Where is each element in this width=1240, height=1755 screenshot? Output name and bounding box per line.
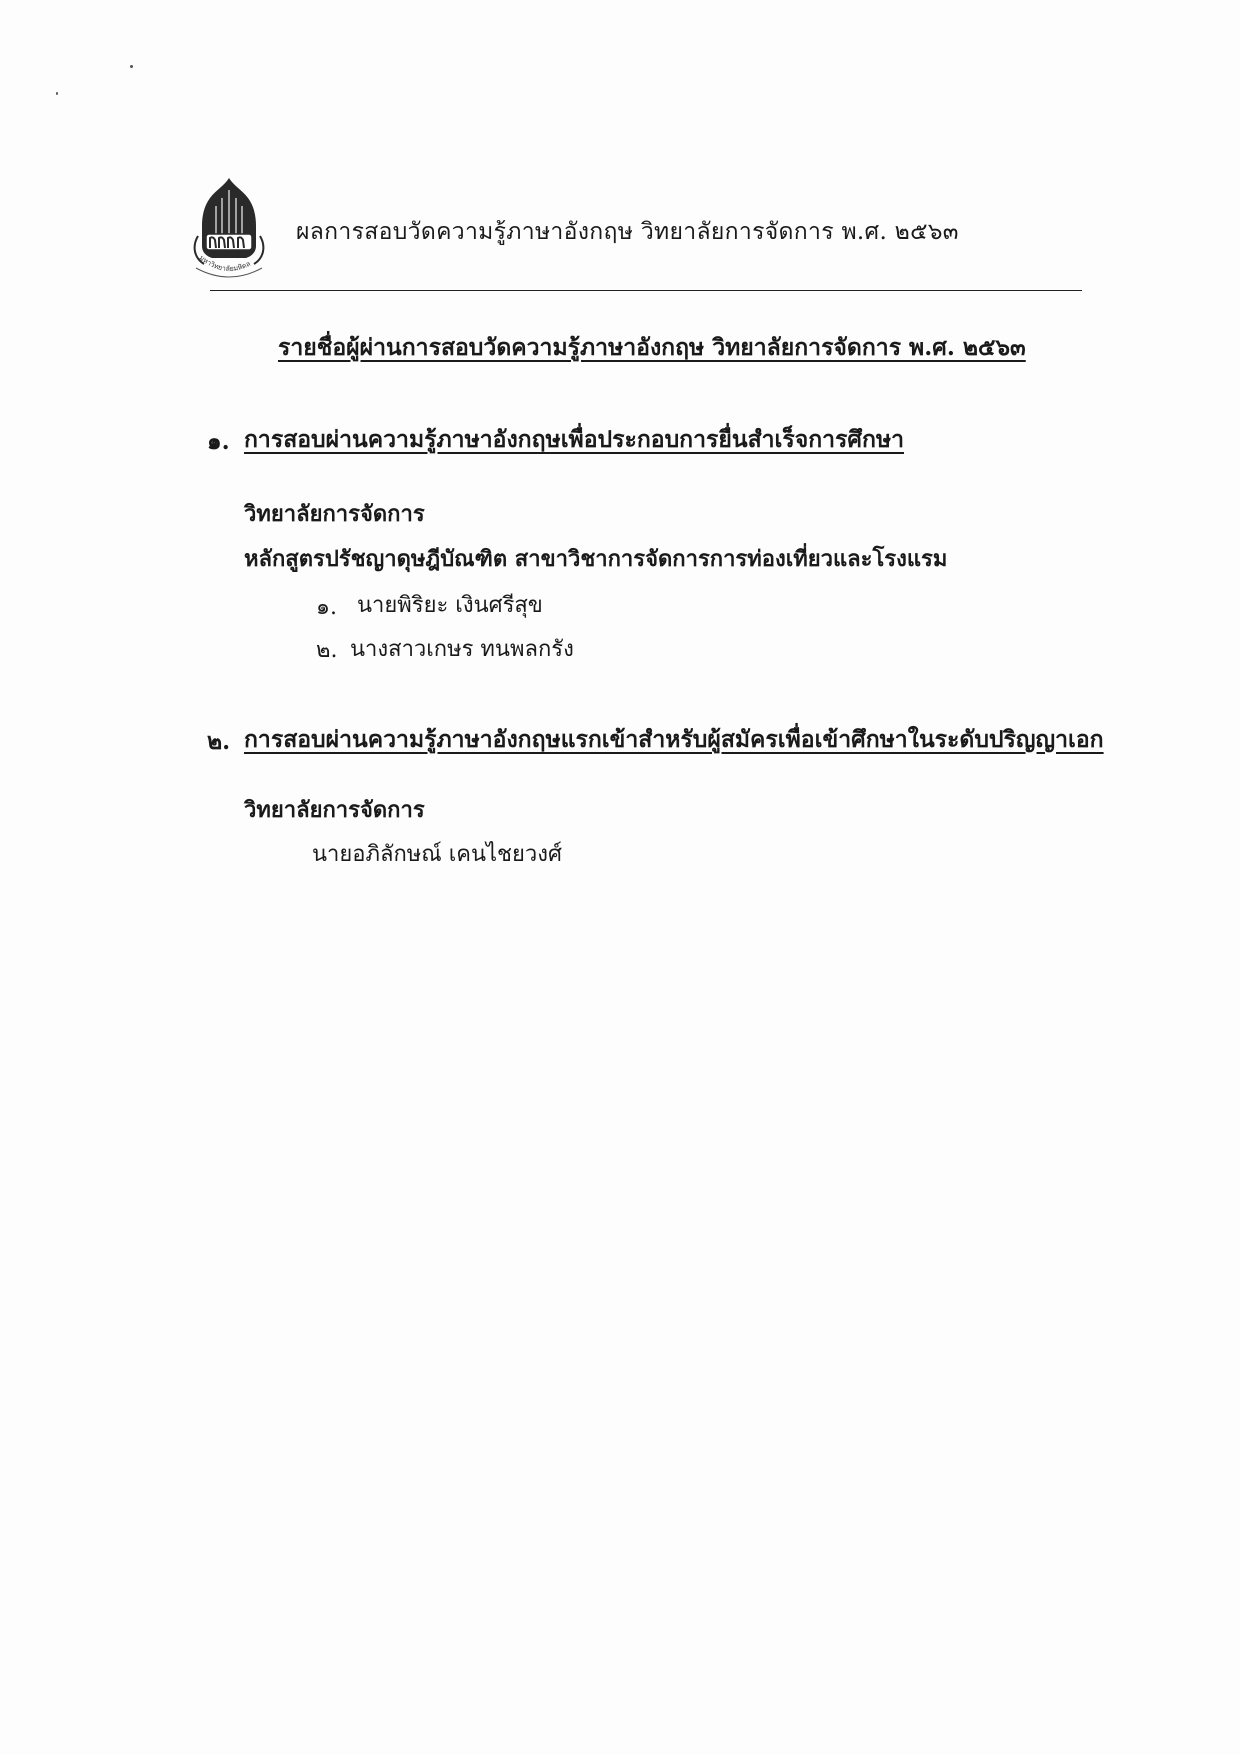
- section-1-title: การสอบผ่านความรู้ภาษาอังกฤษเพื่อประกอบการยื่นสำเร็จการศึกษา: [244, 426, 905, 453]
- section-1-person-2-name: นางสาวเกษร ทนพลกรัง: [350, 637, 574, 662]
- header-title: ผลการสอบวัดความรู้ภาษาอังกฤษ วิทยาลัยการจัดการ พ.ศ. ๒๕๖๓: [296, 219, 959, 245]
- section-1-person-1-number: ๑.: [316, 595, 337, 620]
- section-1-person-2-number: ๒.: [316, 638, 338, 663]
- header-divider: [210, 290, 1082, 291]
- scan-speck: [56, 92, 58, 95]
- section-2-person-1-name: นายอภิลักษณ์ เคนไชยวงศ์: [312, 842, 562, 867]
- section-2-college: วิทยาลัยการจัดการ: [244, 797, 425, 823]
- section-1-college: วิทยาลัยการจัดการ: [244, 501, 425, 527]
- section-1-number: ๑.: [207, 428, 230, 455]
- section-1-program: หลักสูตรปรัชญาดุษฎีบัณฑิต สาขาวิชาการจัดการการท่องเที่ยวและโรงแรม: [244, 546, 948, 572]
- document-title: รายชื่อผู้ผ่านการสอบวัดความรู้ภาษาอังกฤษ วิทยาลัยการจัดการ พ.ศ. ๒๕๖๓: [278, 334, 1026, 361]
- scan-speck: [130, 65, 133, 68]
- university-emblem-icon: [186, 176, 272, 286]
- logo-arc-text: มหาวิทยาลัยมหิดล: [197, 253, 252, 274]
- section-2-title: การสอบผ่านความรู้ภาษาอังกฤษแรกเข้าสำหรับผู้สมัครเพื่อเข้าศึกษาในระดับปริญญาเอก: [244, 726, 1104, 753]
- section-1-person-1-name: นายพิริยะ เงินศรีสุข: [357, 593, 543, 618]
- section-2-number: ๒.: [207, 728, 231, 755]
